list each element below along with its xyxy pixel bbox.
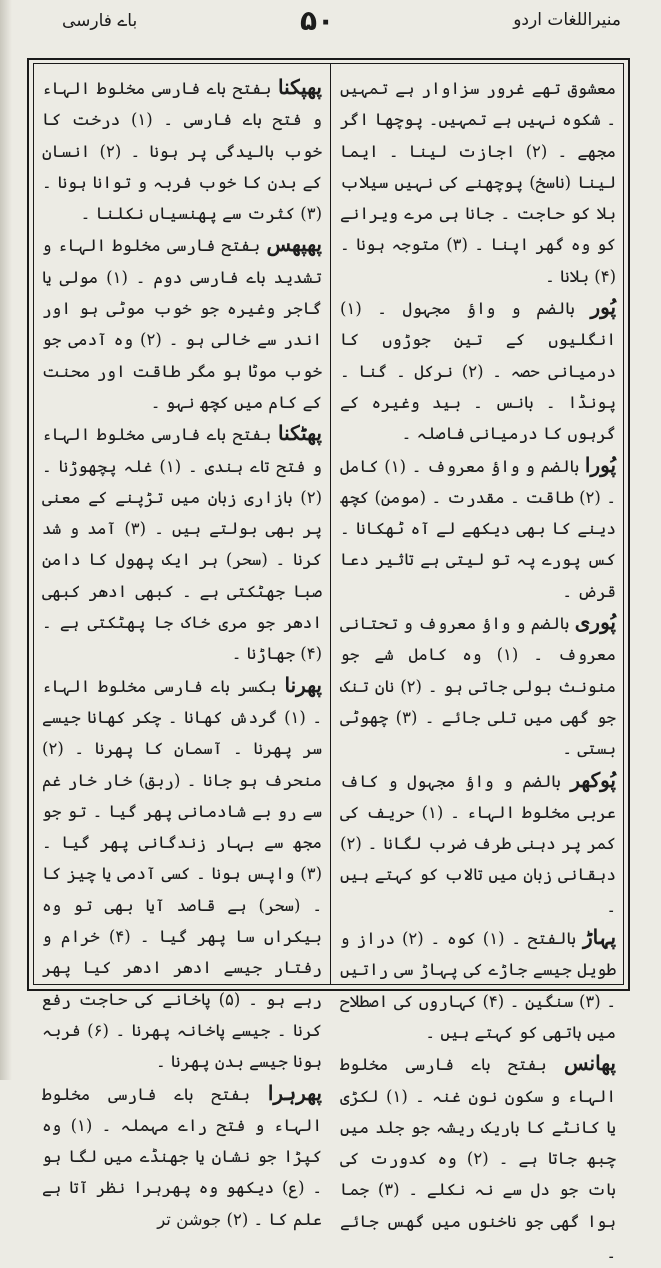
right-column <box>340 72 617 1262</box>
dictionary-entry <box>340 450 616 607</box>
dictionary-entry <box>340 922 616 1048</box>
entry-definition: بالضم و واؤ معروف و تحتانی معروف ۔ (۱) وہ کامل شے جو منونث بولی جاتی ہو ۔ (۲) نان تنک جو گھی میں تلی جائے ۔ (۳) چھوٹی بستی ۔ <box>340 614 616 759</box>
entry-definition: بالضم و واؤ معروف ۔ (۱) کامل ۔ (۲) طاقت ۔ مقدرت ۔ (مومن) کچھ دینے کا بھی دیکھے لے آہ ٹھکانا ۔ کس پورے پہ تو لیتی ہے تاثیر دعا قرض ۔ <box>340 456 617 601</box>
entry-headword: پھپھس <box>266 232 322 257</box>
page-header <box>0 0 661 60</box>
entry-headword: پھرنا <box>284 672 322 697</box>
entry-definition: بفتح باے فارسی مخلوط الہاء و فتح راے مہملہ ۔ (۱) وہ کپڑا جو نشان یا جھنڈے میں لگا ہو ۔ (ع) دیکھو وہ پھرہرا نظر آتا ہے علم کا ۔ (۲) جوشن تر <box>42 1084 322 1229</box>
entry-definition: بالفتح ۔ (۱) کوہ ۔ (۲) دراز و طویل جیسے جاڑے کی پہاڑ سی راتیں ۔ (۳) سنگین ۔ (۴) کہاروں کی اصطلاح میں ہاتھی کو کہتے ہیں ۔ <box>340 929 616 1042</box>
entry-headword: پُوری <box>574 610 616 635</box>
entry-definition: بفتح باے فارسی مخلوط الہاء و فتح باے فارسی ۔ (۱) درخت کا خوب بالیدگی پر ہونا ۔ (۲) انسان کے بدن کا خوب فربہ و توانا ہونا ۔ (۳) کثرت سے پھنسیاں نکلنا ۔ <box>42 79 322 224</box>
entry-headword: پھرہرا <box>267 1080 322 1105</box>
entry-definition: بفتح فارسی مخلوط الہاء و تشدید باے فارسی دوم ۔ (۱) مولی یا گاجر وغیرہ جو خوب موٹی ہو اور اندر سے خالی ہو ۔ (۲) وہ آدمی جو خوب موٹا ہو مگر طاقت اور محنت کے کام میں کچھ نہو ۔ <box>42 236 322 412</box>
entry-headword: پھانس <box>564 1051 616 1076</box>
page-number: ۵۰ <box>300 4 335 37</box>
left-column <box>42 72 323 1229</box>
dictionary-entry <box>42 418 322 669</box>
entry-headword: پُور <box>590 295 617 320</box>
entry-headword: پُوکھر <box>570 767 617 792</box>
entry-definition: بالضم و واؤ مجہول ۔ (۱) انگلیوں کے تین جوڑوں کا درمیانی حصہ ۔ (۲) نرکل ۔ گنا ۔ پونڈا ۔ بانس ۔ بید وغیرہ کے گرہوں کا درمیانی فاصلہ ۔ <box>340 299 616 444</box>
entry-definition: معشوق تھے غرور سزاوار ہے تمہیں ۔ شکوہ نہیں ہے تمہیں۔ پوچھا اگر مجھے ۔ (۲) اجازت لینا ۔ ایما لینا (ناسخ) پوچھنے کی نہیں سیلاب بلا کو حاجت ۔ جانا ہی مرے ویرانے کو وہ گھر اپنا ۔ (۳) متوجہ ہونا ۔ (۴) بلانا ۔ <box>340 79 616 286</box>
page-edge-shadow <box>0 0 12 1080</box>
entry-headword: پہاڑ <box>582 925 617 950</box>
dictionary-entry <box>42 229 322 418</box>
entry-headword: پُورا <box>584 452 617 477</box>
entry-definition: بالضم و واؤ مجہول و کاف عربی مخلوط الہاء ۔ (۱) حریف کی کمر پر دہنی طرف ضرب لگانا ۔ (۲) دہقانی زبان میں تالاب کو کہتے ہیں ۔ <box>340 771 616 916</box>
entry-definition: بکسر باے فارسی مخلوط الہاء ۔ (۱) گردش کھانا ۔ چکر کھانا جیسے سر پھرنا ۔ آسمان کا پھرنا ۔ (۲) منحرف ہو جانا ۔ (ربق) خار خار غم سے رو بے شادمانی پھر گیا ۔ تو جو مجھ سے بہار زندگانی پھر گیا ۔ (۳) واپس ہونا ۔ کسی آدمی یا چیز کا ۔ (سحر) ہے قاصد آیا بھی تو وہ بیکراں سا پھر گیا ۔ (۴) خرام و رفتار جیسے ادھر ادھر کیا پھر رہے ہو ۔ (۵) پاخانے کی حاجت رفع کرنا ۔ جیسے پاخانہ پھرنا ۔ (۶) فربہ ہونا جیسے بدن پھرنا ۔ <box>42 676 323 1072</box>
dictionary-entry <box>340 607 616 764</box>
dictionary-entry <box>340 765 616 922</box>
entry-definition: بفتح باے فارسی مخلوط الہاء و فتح تاے ہندی ۔ (۱) غلہ پچھوڑنا ۔ (۲) بازاری زبان میں تڑپنے کے معنی پر بھی بولتے ہیں ۔ (۳) آمد و شد کرنا ۔ (سحر) ہر ایک پھول کا دامن صبا جھٹکتی ہے ۔ کبھی ادھر کبھی ادھر جو مری خاک جا پھٹکتی ہے ۔ (۴) جھاڑنا ۔ <box>42 425 322 664</box>
book-title: منیراللغات اردو <box>513 10 621 30</box>
dictionary-entry <box>42 72 322 229</box>
dictionary-entry <box>42 1078 322 1235</box>
dictionary-entry <box>340 1048 616 1268</box>
entry-headword: پھٹکنا <box>278 421 322 446</box>
dictionary-entry <box>42 670 322 1078</box>
entry-definition: بفتح باے فارسی مخلوط الہاء و سکون نون غنہ ۔ (۱) لکڑی یا کانٹے کا باریک ریشہ جو جلد میں چبھ جاتا ہے ۔ (۲) وہ کدورت کی بات جو دل سے نہ نکلے ۔ (۳) جما ہوا گھی جو ناخنوں میں گھس جائے ۔ <box>340 1055 617 1262</box>
section-label: باے فارسی <box>62 11 138 31</box>
entry-headword: پھپکنا <box>278 75 322 99</box>
dictionary-entry <box>340 292 616 449</box>
dictionary-entry <box>340 72 616 292</box>
column-divider <box>330 64 331 984</box>
